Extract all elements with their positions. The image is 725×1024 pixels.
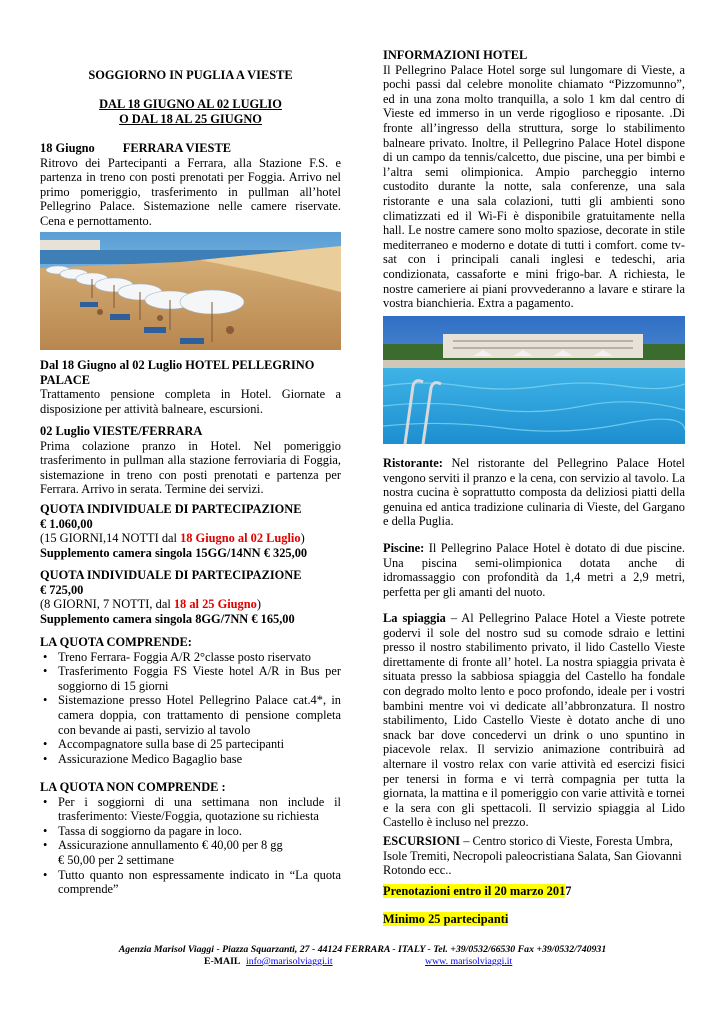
restaurant-text: Nel ristorante del Pellegrino Palace Hotel vengono serviti il pranzo e la cena, con servizio al tavolo. La nostra cucina è soprattutto composta da deliziosi piatti della genuina ed antica tradizione culinaria di Vieste, del Gargano e della Puglia. bbox=[383, 456, 685, 529]
beach-text: – Al Pellegrino Palace Hotel a Vieste potrete godervi il sole del nostro sud su comode sdraio e lettini presso il nostro stabilimento privato, il lido Castello Vieste direttamente di fronte all’ hotel. La nostra spiaggia privata è situata presso la sabbiosa spiaggia del Castello ha fondale con degrado molto lento e poco profondo, ideale per i vostri bambini mentre voi vi dedicate all’abbronzatura. Il nostro stabilimento, Lido Castello Vieste è dotato anche di uno snack bar dove concedervi un drink o uno spuntino in piacevole relax. Il servizio animazione contribuirà ad alternare il vostro relax con varie attività ed esercizi fisici per tenersi in forma e vi terrà compagnia per tutta la giornata, la mattina e il pomeriggio con varie attività e tornei e la sera con gli spettacoli. Il servizio spiaggia al Lido Castello è incluso nel prezzo. bbox=[383, 611, 685, 830]
excursions-text: – Centro storico di Vieste, Foresta Umbra, Isole Tremiti, Necropoli paleocristiana Salata, San Giovanni Rotondo ecc.. bbox=[383, 834, 682, 878]
stay-section bbox=[40, 358, 341, 416]
beach-section bbox=[383, 611, 685, 830]
list-item: • Trasferimento Foggia FS Vieste hotel A/R in Bus per soggiorno di 15 giorni bbox=[58, 664, 341, 693]
includes-heading: LA QUOTA COMPRENDE: bbox=[40, 635, 192, 649]
hotel-text: Il Pellegrino Palace Hotel sorge sul lungomare di Vieste, a pochi passi dal celebre monolite chiamato “Pizzomunno”, ed in una zona molto tranquilla, a solo 1 km dal centro di Vieste ed immerso in un verde rigoglioso e riposante. .Di fronte all’ingresso della struttura, sorge lo stabilimento balneare privato. Inoltre, il Pellegrino Palace Hotel dispone di un campo da tennis/calcetto, due piscine, una per bimbi e l’altra semi olimpionica. Ampio parcheggio interno custodito durante la notte, sala conferenze, una sala ristorante e una sala colazioni, tutti gli ambienti sono climatizzati ed il Wi-Fi è disponibile gratuitamente nella hall. Le nostre camere sono molto spaziose, decorate in stile mediterraneo e moderno e dotate di tutti i comfort. come tv-sat con i principali canali inglesi e tedeschi, aria condizionata, cassaforte e mini frigo-bar. A richiesta, le nostre cameriere ai piani provvederanno a lavare e stirare la vostra bianchieria. Extra a pagamento. bbox=[383, 62, 685, 311]
website-link[interactable]: www. marisolviaggi.it bbox=[425, 956, 513, 967]
day1-route: FERRARA VIESTE bbox=[122, 141, 231, 155]
pool-photo bbox=[383, 316, 685, 444]
excludes-list bbox=[40, 795, 341, 853]
list-item: • Per i soggiorni di una settimana non include il trasferimento: Vieste/Foggia, quotazione su richiesta bbox=[58, 795, 341, 824]
excludes-section bbox=[40, 780, 341, 897]
list-item: • Assicurazione annullamento € 40,00 per 8 gg bbox=[58, 838, 341, 853]
excludes-heading: LA QUOTA NON COMPRENDE : bbox=[40, 780, 226, 794]
agency-line: Agenzia Marisol Viaggi - Piazza Squarzanti, 27 - 44124 FERRARA - ITALY - Tel. +39/0532/66530 Fax +39/0532/740931 bbox=[118, 944, 607, 955]
day1-text: Ritrovo dei Partecipanti a Ferrara, alla Stazione F.S. e partenza in treno con posti prenotati per Foggia. Arrivo nel primo pomeriggio, trasferimento in pullman all’hotel Pellegrino Palace. Sistemazione nelle camere riservate. Cena e pernottamento. bbox=[40, 155, 341, 228]
email-link[interactable]: info@marisolviaggi.it bbox=[246, 956, 333, 967]
list-item: • Accompagnatore sulla base di 25 partecipanti bbox=[58, 737, 341, 752]
minimum-participants: Minimo 25 partecipanti bbox=[383, 912, 509, 926]
day1-section bbox=[40, 141, 341, 229]
quota1-detail: (15 GIORNI,14 NOTTI dal 18 Giugno al 02 Luglio) bbox=[40, 531, 305, 546]
quota1-heading: QUOTA INDIVIDUALE DI PARTECIPAZIONE bbox=[40, 502, 302, 516]
beach-photo bbox=[40, 232, 341, 350]
excludes-list-cont bbox=[40, 868, 341, 897]
quota2-detail: (8 GIORNI, 7 NOTTI, dal 18 al 25 Giugno) bbox=[40, 597, 261, 612]
footer bbox=[0, 944, 725, 968]
day1-date: 18 Giugno bbox=[40, 141, 95, 155]
quota1-section bbox=[40, 502, 341, 560]
quota1-single: Supplemento camera singola 15GG/14NN € 325,00 bbox=[40, 545, 308, 560]
list-item: • Tassa di soggiorno da pagare in loco. bbox=[58, 824, 341, 839]
excursions-section bbox=[383, 834, 685, 878]
dates-heading: DAL 18 GIUGNO AL 02 LUGLIO O DAL 18 AL 25 GIUGNO bbox=[99, 97, 282, 126]
return-heading: 02 Luglio VIESTE/FERRARA bbox=[40, 424, 203, 438]
quota2-section bbox=[40, 568, 341, 626]
quota2-price: € 725,00 bbox=[40, 582, 84, 597]
quota2-single: Supplemento camera singola 8GG/7NN € 165,00 bbox=[40, 611, 295, 626]
pool-label: Piscine: bbox=[383, 541, 425, 555]
hotel-section bbox=[383, 48, 685, 311]
includes-section bbox=[40, 635, 341, 766]
list-item: • Sistemazione presso Hotel Pellegrino Palace cat.4*, in camera doppia, con trattamento di pensione completa con bevande ai pasti, servizio al tavolo bbox=[58, 693, 341, 737]
return-section bbox=[40, 424, 341, 497]
excursions-label: ESCURSIONI bbox=[383, 834, 461, 848]
stay-heading: Dal 18 Giugno al 02 Luglio HOTEL PELLEGRINO PALACE bbox=[40, 358, 315, 387]
restaurant-section bbox=[383, 456, 685, 529]
excludes-extra: € 50,00 per 2 settimane bbox=[58, 852, 174, 867]
booking-deadline: Prenotazioni entro il 20 marzo 2017 bbox=[383, 884, 572, 898]
includes-list bbox=[40, 650, 341, 767]
list-item: • Assicurazione Medico Bagaglio base bbox=[58, 752, 341, 767]
list-item: • Tutto quanto non espressamente indicato in “La quota comprende” bbox=[58, 868, 341, 897]
quota1-price: € 1.060,00 bbox=[40, 516, 93, 531]
hotel-heading: INFORMAZIONI HOTEL bbox=[383, 48, 528, 62]
quota2-heading: QUOTA INDIVIDUALE DI PARTECIPAZIONE bbox=[40, 568, 302, 582]
beach-label: La spiaggia bbox=[383, 611, 446, 625]
list-item: • Treno Ferrara- Foggia A/R 2°classe posto riservato bbox=[58, 650, 341, 665]
return-text: Prima colazione pranzo in Hotel. Nel pomeriggio trasferimento in pullman alla stazione ferroviaria di Foggia, sistemazione in treno con posti prenotati e partenza per Ferrara. Arrivo in serata. Termine dei servizi. bbox=[40, 438, 341, 497]
stay-text: Trattamento pensione completa in Hotel. Giornate a disposizione per attività balneare, escursioni. bbox=[40, 387, 341, 416]
email-label: E-MAIL bbox=[204, 956, 241, 967]
pool-text: Il Pellegrino Palace Hotel è dotato di due piscine. Una piscina semi-olimpionica dotata anche di idromassaggio con profondità da 1,4 metri a 2,9 metri, perfetta per gli amanti del nuoto. bbox=[383, 541, 685, 599]
pool-section bbox=[383, 541, 685, 599]
restaurant-label: Ristorante: bbox=[383, 456, 443, 470]
page-title: SOGGIORNO IN PUGLIA A VIESTE bbox=[88, 68, 293, 82]
